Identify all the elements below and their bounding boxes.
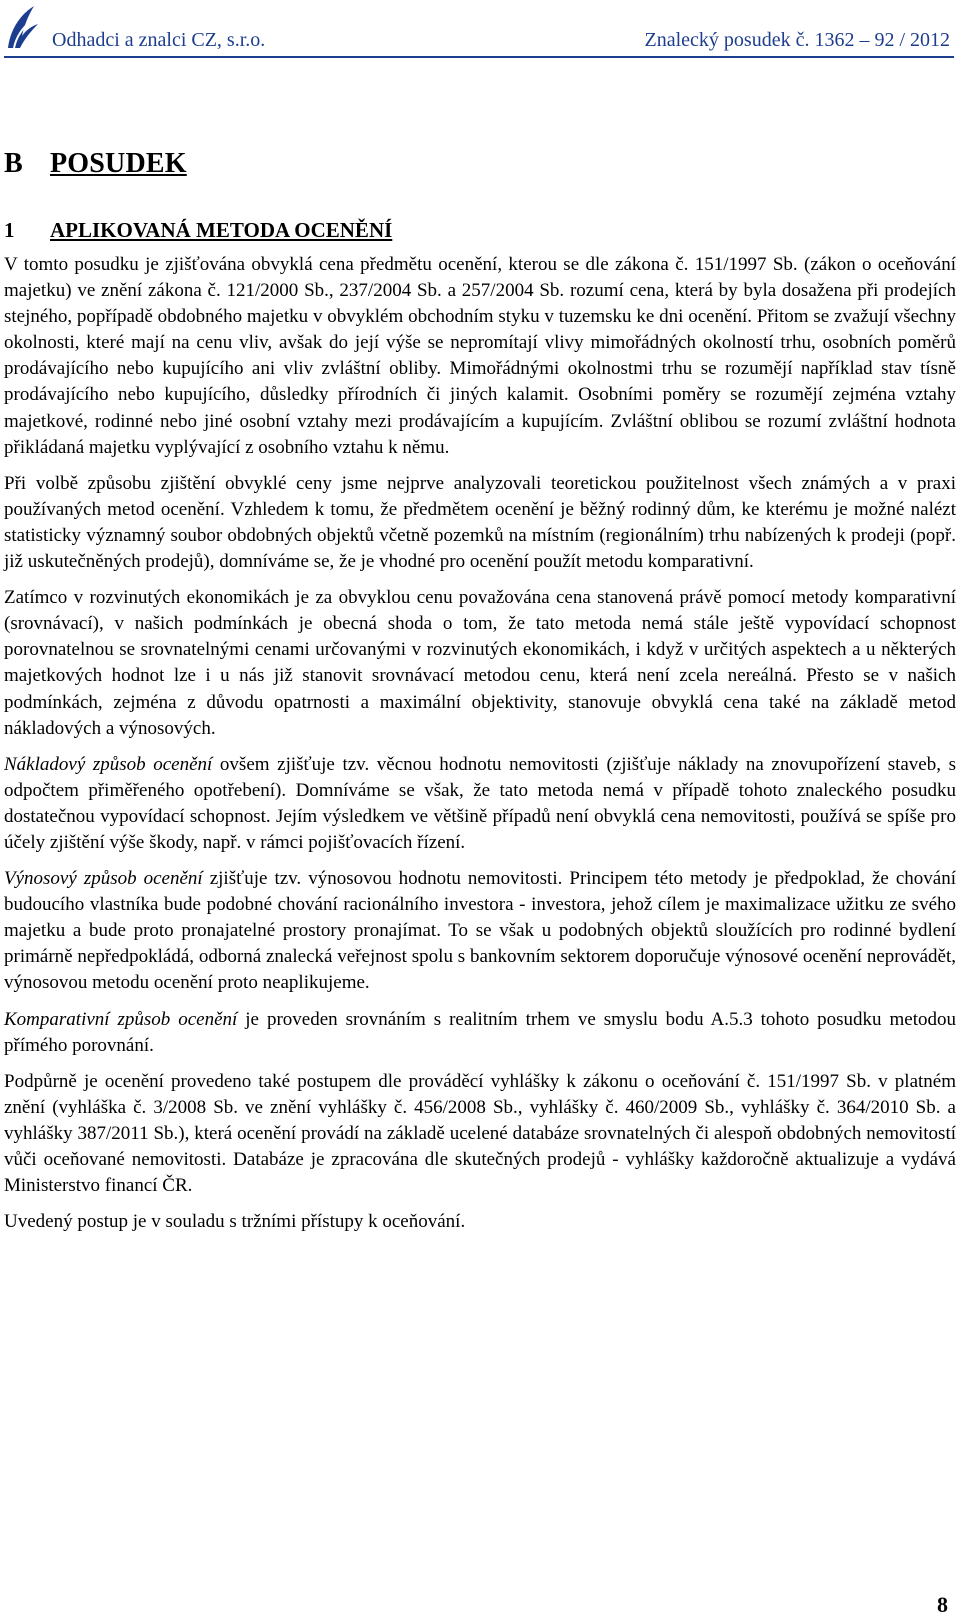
paragraph-comparative-context <box>4 585 956 742</box>
paragraph-lead-term: Výnosový způsob ocenění <box>4 868 203 890</box>
paragraph-text: Uvedený postup je v souladu s tržními přístupy k oceňování. <box>4 1211 466 1233</box>
subsection-title: APLIKOVANÁ METODA OCENĚNÍ <box>50 218 393 242</box>
paragraph-text: zjišťuje tzv. výnosovou hodnotu nemovitosti. Principem této metody je předpoklad, že chování budoucího vlastníka bude podobné chování racionálního investora - investora, jehož cílem je maximalizace užitku ze svého majetku a bude proto pronajatelné prostory pronajímat. To se však u podobných objektů sloužících pro rodinné bydlení primárně nepředpokládá, odborná znalecká veřejnost spolu s bankovním sektorem doporučuje výnosové ocenění neprovádět, výnosovou metodu ocenění proto neaplikujeme. <box>4 868 956 994</box>
page-number: 8 <box>937 1592 948 1617</box>
paragraph-text: Podpůrně je ocenění provedeno také postupem dle prováděcí vyhlášky k zákonu o oceňování č. 151/1997 Sb. v platném znění (vyhláška č. 3/2008 Sb. ve znění vyhlášky č. 456/2008 Sb., vyhlášky č. 460/2009 Sb., vyhlášky č. 364/2010 Sb. a vyhlášky 387/2011 Sb.), která ocenění provádí na základě ucelené databáze srovnatelných či alespoň obdobných nemovitostí vůči oceňované nemovitosti. Databáze je zpracována dle skutečných prodejů - vyhlášky každoročně aktualizuje a vydává Ministerstvo financí ČR. <box>4 1070 956 1197</box>
paragraph-cost-method <box>4 752 956 856</box>
company-logo-icon <box>4 2 44 50</box>
header-divider <box>4 56 954 58</box>
paragraph-market-value-definition <box>4 252 956 461</box>
subsection-heading <box>4 214 956 246</box>
paragraph-supporting-regulation <box>4 1069 956 1199</box>
paragraph-conclusion <box>4 1209 956 1235</box>
paragraph-lead-term: Komparativní způsob ocenění <box>4 1008 238 1030</box>
subsection-number: 1 <box>4 218 15 242</box>
paragraph-income-method <box>4 866 956 996</box>
paragraph-text: V tomto posudku je zjišťována obvyklá cena předmětu ocenění, kterou se dle zákona č. 151/1997 Sb. (zákon o oceňování majetku) ve znění zákona č. 121/2000 Sb., 237/2004 Sb. a 257/2004 Sb. rozumí cena, která by byla dosažena při prodejích stejného, popřípadě obdobného majetku v obvyklém obchodním styku v tuzemsku ke dni ocenění. Přitom se zvažují všechny okolnosti, které mají na cenu vliv, avšak do její výše se nepromítají vlivy mimořádných okolností trhu, osobních poměrů prodávajícího nebo kupujícího ani vliv zvláštní obliby. Mimořádnými okolnostmi trhu se rozumějí například stav tísně prodávajícího nebo kupujícího, důsledky přírodních či jiných kalamit. Osobními poměry se rozumějí zejména vztahy majetkové, rodinné nebo jiné osobní vztahy mezi prodávajícím a kupujícím. Zvláštní oblibou se rozumí zvláštní hodnota přikládaná majetku vyplývající z osobního vztahu k němu. <box>4 254 956 458</box>
paragraph-comparative-method <box>4 1007 956 1059</box>
page-header <box>0 0 960 58</box>
paragraph-lead-term: Nákladový způsob ocenění <box>4 753 213 775</box>
company-name: Odhadci a znalci CZ, s.r.o. <box>52 29 266 51</box>
document-reference: Znalecký posudek č. 1362 – 92 / 2012 <box>644 29 950 51</box>
paragraph-text: ovšem zjišťuje tzv. věcnou hodnotu nemovitosti (zjišťuje náklady na znovupořízení staveb, s odpočtem přiměřeného opotřebení). Domníváme se však, že tato metoda nemá v případě tohoto znaleckého posudku dostatečnou vypovídací schopnost. Jejím výsledkem ve většině případů není obvyklá cena nemovitosti, používá se spíše pro účely zjištění výše škody, např. v rámci pojišťovacích řízení. <box>4 753 956 853</box>
section-heading <box>4 142 956 186</box>
section-number: B <box>4 148 23 179</box>
paragraph-text: je proveden srovnáním s realitním trhem ve smyslu bodu A.5.3 tohoto posudku metodou přímého porovnání. <box>4 1008 956 1056</box>
paragraph-method-choice <box>4 471 956 575</box>
document-body <box>4 142 956 1245</box>
section-title: POSUDEK <box>50 148 187 179</box>
paragraph-text: Při volbě způsobu zjištění obvyklé ceny jsme nejprve analyzovali teoretickou použitelnost všech známých a v praxi používaných metod ocenění. Vzhledem k tomu, že předmětem ocenění je běžný rodinný dům, ke kterému je možné nalézt statisticky významný soubor obdobných objektů včetně pozemků na místním (regionálním) trhu nabízených k prodeji (popř. již uskutečněných prodejů), domníváme se, že je vhodné pro ocenění použít metodu komparativní. <box>4 472 956 573</box>
paragraph-text: Zatímco v rozvinutých ekonomikách je za obvyklou cenu považována cena stanovená právě pomocí metody komparativní (srovnávací), v našich podmínkách je obecná shoda o tom, že tato metoda nemá stále ještě vypovídací schopnost porovnatelnou se srovnatelnými cenami určovanými v rozvinutých ekonomikách, i když v určitých aspektech a u některých majetkových hodnot lze i u nás již stanovit srovnávací metodou cenu, která není zcela nereálná. Přesto se v našich podmínkách, zejména z důvodu opatrnosti a maximální objektivity, stanovuje obvyklá cena také na základě metod nákladových a výnosových. <box>4 587 956 739</box>
